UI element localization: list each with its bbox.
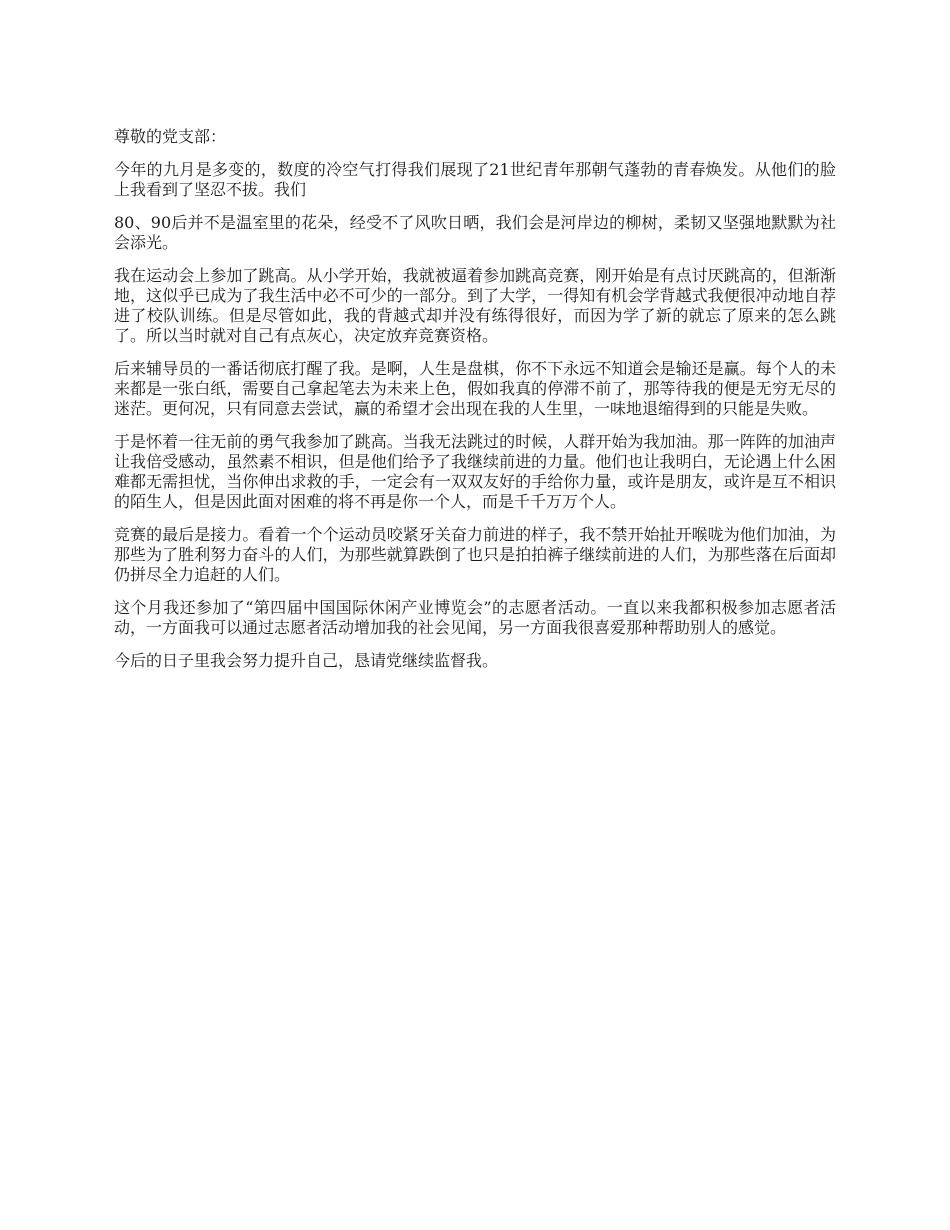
document-body xyxy=(114,127,836,684)
paragraph-3: 我在运动会上参加了跳高。从小学开始，我就被逼着参加跳高竞赛，刚开始是有点讨厌跳高的，但渐渐地，这似乎已成为了我生活中必不可少的一部分。到了大学，一得知有机会学背越式我便很冲动地自荐进了校队训练。但是尽管如此，我的背越式却并没有练得很好，而因为学了新的就忘了原来的怎么跳了。所以当时就对自己有点灰心，决定放弃竞赛资格。 xyxy=(114,266,836,345)
paragraph-6: 竞赛的最后是接力。看着一个个运动员咬紧牙关奋力前进的样子，我不禁开始扯开喉咙为他们加油，为那些为了胜利努力奋斗的人们，为那些就算跌倒了也只是拍拍裤子继续前进的人们，为那些落在后面却仍拼尽全力追赶的人们。 xyxy=(114,525,836,584)
paragraph-7: 这个月我还参加了“第四届中国国际休闲产业博览会”的志愿者活动。一直以来我都积极参加志愿者活动，一方面我可以通过志愿者活动增加我的社会见闻，另一方面我很喜爱那种帮助别人的感觉。 xyxy=(114,598,836,637)
paragraph-2: 80、90后并不是温室里的花朵，经受不了风吹日晒，我们会是河岸边的柳树，柔韧又坚强地默默为社会添光。 xyxy=(114,213,836,252)
paragraph-5: 于是怀着一往无前的勇气我参加了跳高。当我无法跳过的时候，人群开始为我加油。那一阵阵的加油声让我倍受感动，虽然素不相识，但是他们给予了我继续前进的力量。他们也让我明白，无论遇上什么困难都无需担忧，当你伸出求救的手，一定会有一双双友好的手给你力量，或许是朋友，或许是互不相识的陌生人，但是因此面对困难的将不再是你一个人，而是千千万万个人。 xyxy=(114,432,836,511)
salutation: 尊敬的党支部： xyxy=(114,127,227,146)
paragraph-4: 后来辅导员的一番话彻底打醒了我。是啊，人生是盘棋，你不下永远不知道会是输还是赢。每个人的未来都是一张白纸，需要自己拿起笔去为未来上色，假如我真的停滞不前了，那等待我的便是无穷无尽的迷茫。更何况，只有同意去尝试，赢的希望才会出现在我的人生里，一味地退缩得到的只能是失败。 xyxy=(114,359,836,418)
paragraph-1: 今年的九月是多变的，数度的冷空气打得我们展现了21世纪青年那朝气蓬勃的青春焕发。从他们的脸上我看到了坚忍不拔。我们 xyxy=(114,160,836,199)
paragraph-8: 今后的日子里我会努力提升自己，恳请党继续监督我。 xyxy=(114,651,499,670)
